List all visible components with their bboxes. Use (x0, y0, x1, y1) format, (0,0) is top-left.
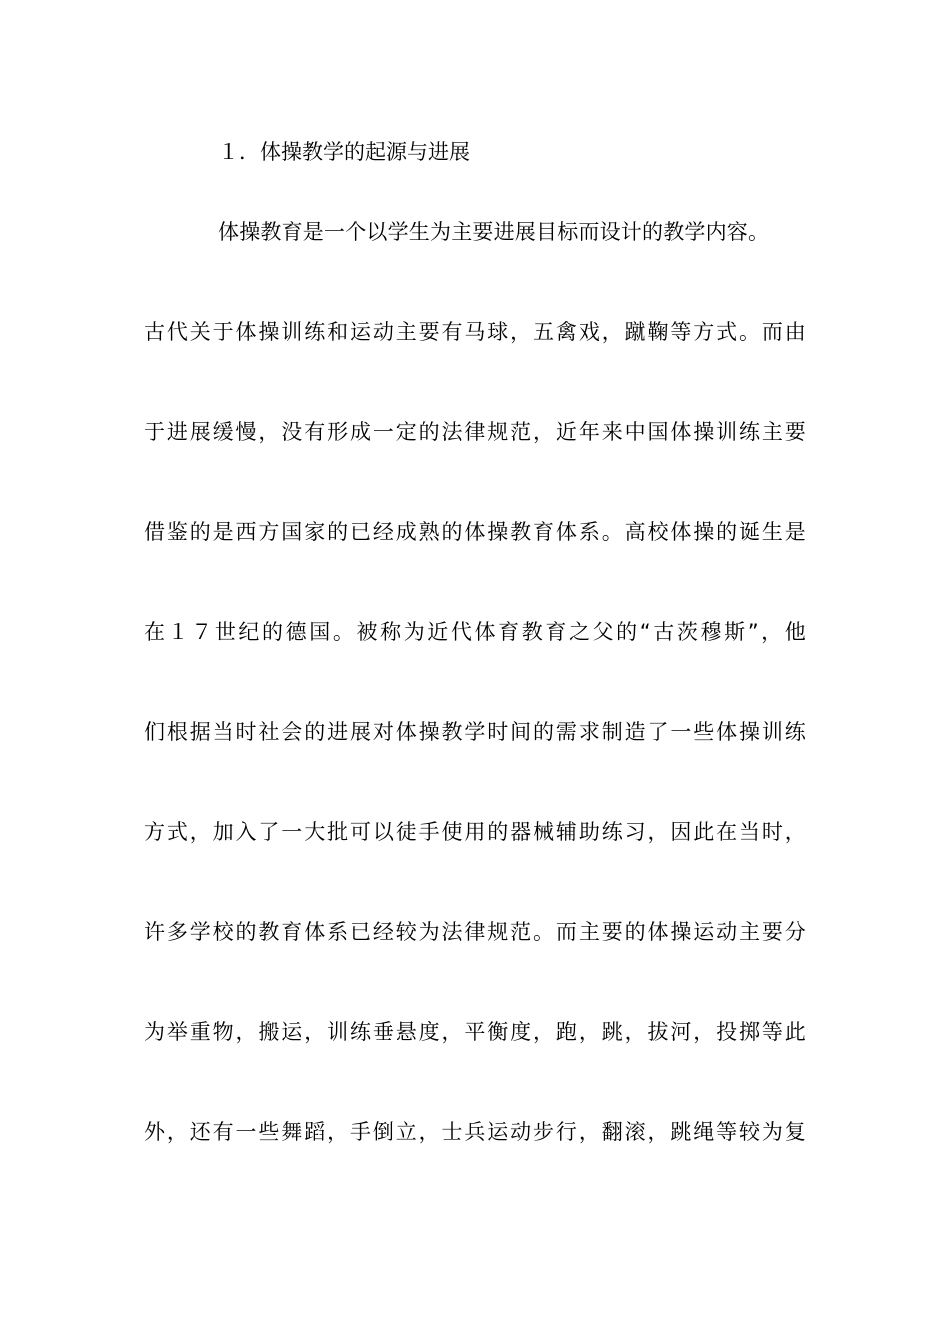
paragraph-line-10: 外，还有一些舞蹈，手倒立，士兵运动步行，翻滚，跳绳等较为复 (144, 1120, 806, 1144)
paragraph-line-2: 古代关于体操训练和运动主要有马球，五禽戏，蹴鞠等方式。而由 (144, 320, 806, 344)
paragraph-line-6: 们根据当时社会的进展对体操教学时间的需求制造了一些体操训练 (144, 720, 806, 744)
paragraph-line-5: 在１７世纪的德国。被称为近代体育教育之父的“古茨穆斯”，他 (144, 620, 806, 644)
paragraph-line-4: 借鉴的是西方国家的已经成熟的体操教育体系。高校体操的诞生是 (144, 520, 806, 544)
section-heading: １．体操教学的起源与进展 (218, 140, 470, 164)
paragraph-line-7: 方式，加入了一大批可以徒手使用的器械辅助练习，因此在当时， (144, 820, 806, 844)
paragraph-line-9: 为举重物，搬运，训练垂悬度，平衡度，跑，跳，拔河，投掷等此 (144, 1020, 806, 1044)
paragraph-line-8: 许多学校的教育体系已经较为法律规范。而主要的体操运动主要分 (144, 920, 806, 944)
paragraph-line-3: 于进展缓慢，没有形成一定的法律规范，近年来中国体操训练主要 (144, 420, 806, 444)
paragraph-line-1: 体操教育是一个以学生为主要进展目标而设计的教学内容。 (218, 220, 770, 244)
